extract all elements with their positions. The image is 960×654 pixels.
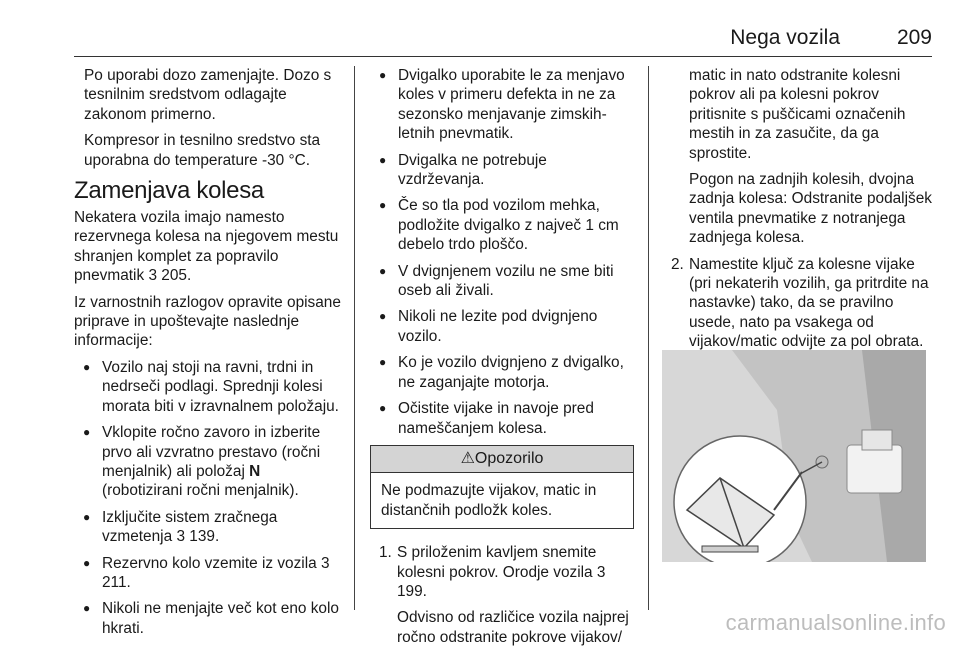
- warning-box: [370, 445, 634, 529]
- column-divider-1: [354, 66, 355, 610]
- list-item: ● Vklopite ročno zavoro in izberite prvo ali vzvratno prestavo (ročni menjalnik) ali položaj N (robotizirani ročni menjalnik).: [74, 423, 344, 501]
- page-reference: 199.: [397, 582, 427, 600]
- page-reference: 211.: [102, 573, 131, 591]
- section-heading: Zamenjava kolesa: [74, 177, 264, 205]
- warning-title: Opozorilo: [474, 449, 544, 467]
- paragraph: Nekatera vozila imajo namesto rezervnega kolesa na njegovem mestu shranjen komplet za popravilo pnevmatik 3 205.: [74, 209, 339, 285]
- watermark: carmanualsonline.info: [725, 610, 946, 635]
- paragraph: Kompresor in tesnilno sredstvo sta uporabna do temperature -30 °C.: [84, 132, 321, 169]
- list-item: ● V dvignjenem vozilu ne sme biti oseb ali živali.: [370, 262, 634, 301]
- list-item: ● Izključite sistem zračnega vzmetenja 3 139.: [74, 508, 344, 547]
- list-item: ● Vozilo naj stoji na ravni, trdni in nedrseči podlagi. Sprednji kolesi morata biti v izravnalnem položaju.: [74, 358, 344, 416]
- warning-triangle-icon: ⚠: [460, 449, 475, 467]
- warning-header: [371, 446, 633, 473]
- column-1: [74, 66, 344, 645]
- list-item: ● Dvigalka ne potrebuje vzdrževanja.: [370, 151, 634, 190]
- arrow-ref-icon: 3: [320, 554, 330, 572]
- column-3: [662, 66, 932, 359]
- arrow-ref-icon: 3: [596, 563, 606, 581]
- list-item: 1. S priloženim kavljem snemite kolesni pokrov. Orodje vozila 3 199.: [379, 544, 606, 600]
- list-item: ● Rezervno kolo vzemite iz vozila 3 211.: [74, 554, 344, 593]
- section-title: Nega vozila: [730, 26, 840, 49]
- paragraph: matic in nato odstranite kolesni pokrov ali pa kolesni pokrov pritisnite s puščicami označenih mestih in za zasučite, da ga sprostite.: [689, 67, 906, 162]
- header-rule: [74, 56, 932, 57]
- list-item: ● Nikoli ne lezite pod dvignjeno vozilo.: [370, 307, 634, 346]
- column-2: [370, 66, 634, 654]
- wheel-jack-illustration: [662, 350, 926, 562]
- list-item: ● Dvigalko uporabite le za menjavo koles v primeru defekta in ne za sezonsko menjavanje zimskih-letnih pnevmatik.: [370, 66, 634, 144]
- list-item: 2. Namestite ključ za kolesne vijake (pri nekaterih vozilih, ga pritrdite na nastavke) tako, da se pravilno usede, nato pa vsakega od vijakov/matic odvijte za pol obrata.: [671, 255, 929, 351]
- paragraph: Iz varnostnih razlogov opravite opisane priprave in upoštevajte naslednje informacije:: [74, 293, 341, 350]
- paragraph: Po uporabi dozo zamenjajte. Dozo s tesnilnim sredstvom odlagajte zakonom primerno.: [84, 67, 332, 123]
- page-header: [74, 26, 932, 54]
- paragraph: Pogon na zadnjih kolesih, dvojna zadnja kolesa: Odstranite podaljšek ventila pnevmatike z notranjega zadnjega kolesa.: [689, 171, 932, 247]
- paragraph: Odvisno od različice vozila najprej ročno odstranite pokrove vijakov/: [397, 609, 629, 646]
- arrow-ref-icon: 3: [176, 528, 185, 546]
- list-item: ● Ko je vozilo dvignjeno z dvigalko, ne zaganjajte motorja.: [370, 353, 634, 392]
- warning-text: Ne podmazujte vijakov, matic in distančnih podložk koles.: [381, 482, 597, 519]
- page-number: 209: [896, 26, 932, 49]
- list-item: ● Nikoli ne menjajte več kot eno kolo hkrati.: [74, 599, 344, 638]
- page-reference: 139.: [189, 528, 220, 546]
- page-reference: 205.: [161, 267, 192, 285]
- arrow-ref-icon: 3: [148, 267, 157, 285]
- column-divider-2: [648, 66, 649, 610]
- list-item: ● Če so tla pod vozilom mehka, podložite dvigalko z največ 1 cm debelo trdo ploščo.: [370, 196, 634, 254]
- list-item: ● Očistite vijake in navoje pred nameščanjem kolesa.: [370, 399, 634, 438]
